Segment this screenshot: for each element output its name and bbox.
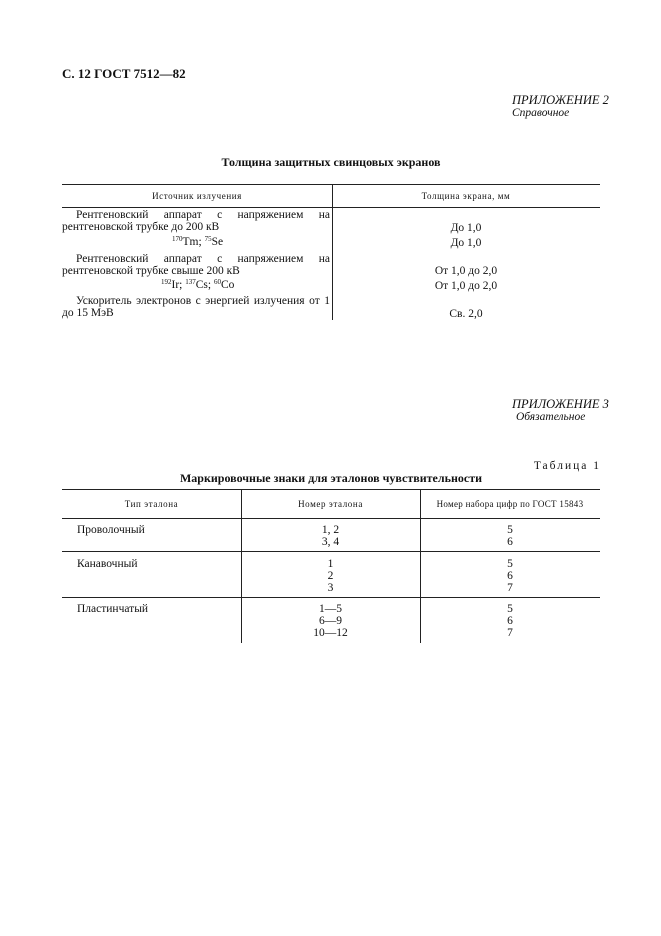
isotope-mass: 192: [161, 278, 172, 286]
appendix-2-label: ПРИЛОЖЕНИЕ 2: [512, 93, 609, 107]
table-1-row-2-source: [172, 236, 223, 248]
table-1-top-rule: [62, 184, 600, 185]
table-2-header-rule: [62, 518, 600, 519]
table-2-plate-set-3: 7: [507, 627, 513, 639]
table-1-column-divider: [332, 184, 333, 320]
separator: ;: [207, 279, 214, 291]
table-2-wire-number-1: 1, 2: [321, 524, 340, 536]
table-2-plate-set-2: 6: [507, 615, 513, 627]
table-2-wire-set-2: 6: [507, 536, 513, 548]
table-1-row-2-thickness: До 1,0: [450, 237, 482, 249]
isotope-element: Ir: [171, 279, 180, 291]
table-2-header-set: Номер набора цифр по ГОСТ 15843: [436, 499, 584, 509]
table-2-groove-number-1: 1: [327, 558, 334, 570]
table-2-groove-number-3: 3: [327, 582, 334, 594]
table-1-row-5-thickness: Св. 2,0: [449, 308, 483, 320]
table-2-groove-set-2: 6: [507, 570, 513, 582]
table-2-type-plate: Пластинчатый: [77, 603, 149, 615]
page-header: С. 12 ГОСТ 7512—82: [62, 66, 186, 81]
table-2-type-wire: Проволочный: [77, 524, 145, 536]
table-1-header-source: Источник излучения: [152, 191, 242, 201]
isotope-element: Tm: [182, 236, 199, 248]
table-2-wire-number-2: 3, 4: [321, 536, 340, 548]
table-2-plate-number-3: 10—12: [313, 627, 348, 639]
table-1-row-1-thickness: До 1,0: [450, 222, 482, 234]
table-1-header-thickness: Толщина экрана, мм: [421, 191, 511, 201]
appendix-3-block: [512, 398, 609, 424]
table-1-row-4-thickness: От 1,0 до 2,0: [434, 280, 498, 292]
table-2-groove-set-1: 5: [507, 558, 513, 570]
table-2-group-rule-1: [62, 551, 600, 552]
table-2-plate-set-1: 5: [507, 603, 513, 615]
isotope-mass: 137: [185, 278, 196, 286]
isotope-element: Cs: [195, 279, 208, 291]
table-2-groove-number-2: 2: [327, 570, 334, 582]
appendix-3-status: Обязательное: [516, 411, 586, 423]
table-1-row-1-source: Рентгеновский аппарат с напряжением на рентгеновской трубке до 200 кВ: [62, 209, 330, 233]
appendix-2-status: Справочное: [512, 107, 570, 119]
isotope-element: Co: [220, 279, 235, 291]
table-2-top-rule: [62, 489, 600, 490]
table-1-row-3-thickness: От 1,0 до 2,0: [434, 265, 498, 277]
appendix-3-label: ПРИЛОЖЕНИЕ 3: [512, 397, 609, 411]
separator: ;: [179, 279, 186, 291]
table-1-row-5-source: Ускоритель электронов с энергией излучения от 1 до 15 МэВ: [62, 295, 330, 319]
table-2-type-groove: Канавочный: [77, 558, 138, 570]
appendix-2-block: [512, 94, 609, 120]
isotope-mass: 75: [204, 235, 212, 243]
separator: ;: [198, 236, 205, 248]
isotope-mass: 170: [172, 235, 183, 243]
table-2-group-rule-2: [62, 597, 600, 598]
table-2-title: Маркировочные знаки для эталонов чувствительности: [179, 471, 483, 485]
isotope-mass: 60: [213, 278, 221, 286]
table-2-header-number: Номер эталона: [298, 499, 363, 509]
table-2-number-label: Таблица 1: [533, 460, 601, 472]
table-1-row-4-source: [161, 279, 234, 291]
table-2-wire-set-1: 5: [507, 524, 513, 536]
isotope-element: Se: [211, 236, 224, 248]
table-1-row-3-source: Рентгеновский аппарат с напряжением на рентгеновской трубке свыше 200 кВ: [62, 253, 330, 277]
table-1-title: Толщина защитных свинцовых экранов: [221, 155, 441, 169]
table-2-plate-number-2: 6—9: [319, 615, 342, 627]
table-2-header-type: Тип эталона: [124, 499, 179, 509]
table-2-groove-set-3: 7: [507, 582, 513, 594]
table-2-plate-number-1: 1—5: [319, 603, 342, 615]
table-1-header-rule: [62, 207, 600, 208]
